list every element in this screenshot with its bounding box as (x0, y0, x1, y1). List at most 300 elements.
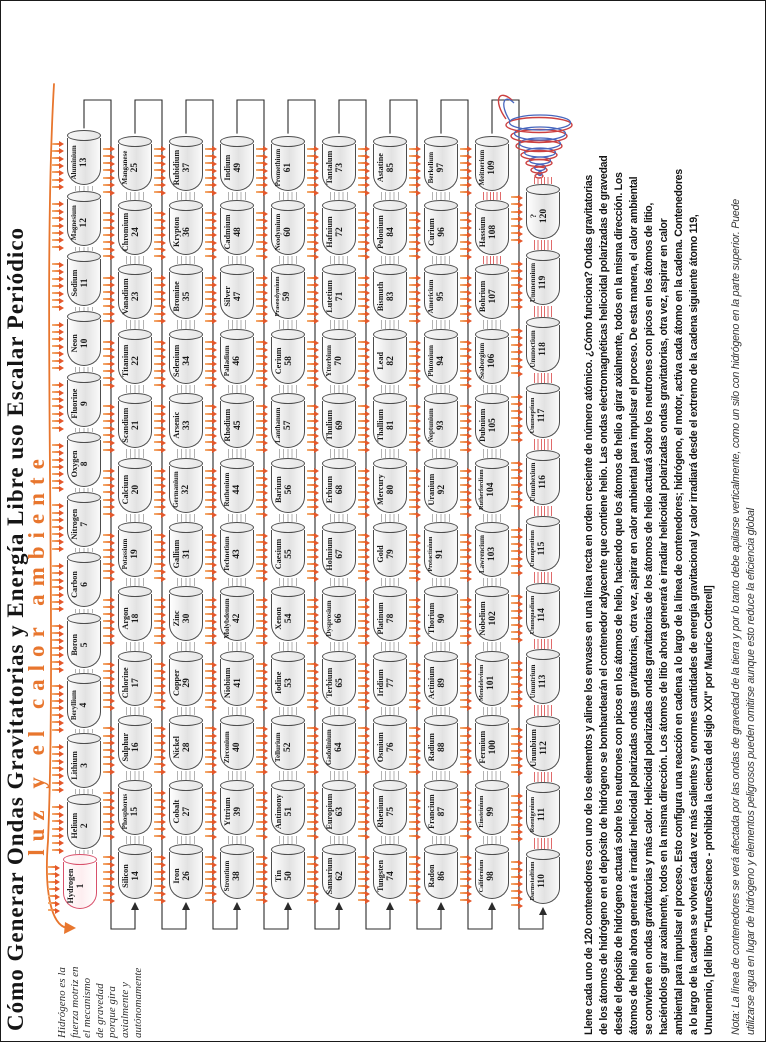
bombardment-arrows (103, 596, 117, 646)
down-arrow-icon (409, 635, 416, 637)
element-label (530, 395, 548, 437)
element-label (173, 533, 193, 575)
down-arrow-icon (460, 727, 467, 729)
down-arrow-icon (205, 563, 212, 565)
bombardment-arrows (205, 596, 219, 646)
down-arrow-icon (307, 219, 314, 221)
element-container-81 (373, 392, 407, 448)
bombardment-arrows (358, 403, 372, 453)
element-name: Caesium (274, 538, 283, 570)
down-arrow-icon (52, 143, 59, 145)
down-arrow-icon (154, 749, 161, 751)
cylinder-cap (373, 522, 407, 533)
down-arrow-icon (256, 191, 263, 193)
down-arrow-icon (460, 255, 467, 257)
down-arrow-icon (154, 627, 161, 629)
down-arrow-icon (256, 291, 263, 293)
element-number: 18 (131, 613, 142, 624)
element-number: 103 (487, 546, 497, 562)
down-arrow-icon (460, 441, 467, 443)
element-name: Silicon (121, 864, 130, 888)
element-label (71, 141, 90, 183)
bombardment-arrows (409, 339, 423, 389)
element-name: Osmium (376, 732, 385, 763)
element-container-60 (271, 199, 305, 255)
element-name: Carbon (70, 571, 79, 598)
down-arrow-icon (154, 506, 161, 508)
down-arrow-icon (358, 570, 365, 572)
link-hatch (126, 771, 144, 779)
element-label (428, 791, 448, 833)
element-name: Manganese (121, 150, 129, 185)
cylinder-cap (118, 780, 152, 791)
down-arrow-icon (205, 291, 212, 293)
link-hatch (330, 385, 348, 393)
down-arrow-icon (409, 255, 416, 257)
down-arrow-icon (511, 550, 518, 552)
element-number: 17 (131, 678, 142, 688)
element-number: 59 (282, 291, 293, 302)
down-arrow-icon (256, 434, 263, 436)
link-hatch (330, 707, 348, 715)
bombardment-arrows (409, 532, 423, 582)
link-hatch (381, 578, 399, 586)
element-label (122, 855, 142, 897)
element-label (224, 791, 244, 833)
cylinder-cap (475, 651, 509, 662)
down-arrow-icon (307, 549, 314, 551)
down-arrow-icon (307, 313, 314, 315)
element-label (530, 727, 550, 769)
down-arrow-icon (256, 756, 263, 758)
down-arrow-icon (154, 513, 161, 515)
down-arrow-icon (256, 227, 263, 229)
down-arrow-icon (409, 606, 416, 608)
down-arrow-icon (460, 863, 467, 865)
bombardment-arrows (256, 274, 270, 324)
down-arrow-icon (48, 895, 55, 897)
down-arrow-icon (358, 806, 365, 808)
element-container-89 (424, 650, 458, 706)
element-name: Ununennium (529, 262, 537, 303)
bombardment-arrows (409, 403, 423, 453)
down-arrow-icon (409, 670, 416, 672)
link-hatch (381, 514, 399, 522)
down-arrow-icon (103, 484, 110, 486)
cylinder-cap (118, 844, 152, 855)
element-label (326, 340, 345, 382)
cylinder-cap (271, 458, 305, 469)
element-container-18 (118, 585, 152, 641)
link-hatch (279, 514, 297, 522)
link-hatch (228, 192, 246, 200)
element-label (224, 404, 244, 446)
down-arrow-icon (358, 663, 365, 665)
element-name: Krypton (172, 216, 181, 248)
down-arrow-icon (307, 620, 314, 622)
element-name: Vanadium (121, 278, 130, 315)
element-container-38 (220, 843, 254, 899)
down-arrow-icon (358, 792, 365, 794)
handwritten-note (56, 913, 144, 1038)
down-arrow-icon (256, 155, 263, 157)
down-arrow-icon (511, 624, 518, 626)
down-arrow-icon (460, 413, 467, 415)
element-label (530, 328, 549, 370)
link-hatch (126, 514, 144, 522)
link-hatch (75, 850, 93, 854)
down-arrow-icon (205, 685, 212, 687)
down-arrow-icon (358, 227, 365, 229)
element-number: 99 (486, 806, 497, 817)
down-arrow-icon (205, 670, 212, 672)
down-arrow-icon (460, 348, 467, 350)
down-arrow-icon (307, 234, 314, 236)
down-arrow-icon (205, 856, 212, 858)
down-arrow-icon (256, 370, 263, 372)
down-arrow-icon (154, 370, 161, 372)
link-hatch (75, 428, 93, 432)
element-label (326, 662, 346, 704)
element-container-71 (322, 263, 356, 319)
down-arrow-icon (154, 427, 161, 429)
down-arrow-icon (154, 799, 161, 801)
element-number: 117 (537, 408, 548, 423)
link-hatch (534, 573, 552, 584)
down-arrow-icon (154, 871, 161, 873)
down-arrow-icon (460, 735, 467, 737)
cylinder-cap (373, 458, 407, 469)
bombardment-arrows (409, 854, 423, 904)
element-number: 113 (538, 674, 548, 689)
element-name: Francium (427, 794, 436, 829)
down-arrow-icon (511, 299, 518, 301)
element-number: 90 (437, 613, 448, 624)
down-arrow-icon (511, 602, 518, 604)
down-arrow-icon (256, 806, 263, 808)
down-arrow-icon (154, 821, 161, 823)
element-label (326, 147, 346, 189)
down-arrow-icon (358, 899, 365, 901)
element-number: 109 (487, 160, 497, 175)
down-arrow-icon (409, 756, 416, 758)
element-container-24 (118, 199, 152, 255)
down-arrow-icon (460, 756, 467, 758)
element-name: Ruthenium (223, 472, 231, 507)
element-container-100 (475, 714, 509, 770)
down-arrow-icon (409, 219, 416, 221)
element-label (173, 147, 193, 189)
cylinder-cap (67, 794, 101, 805)
link-hatch (75, 669, 93, 673)
link-hatch (228, 320, 246, 328)
down-arrow-icon (460, 620, 467, 622)
down-arrow-icon (52, 760, 59, 762)
down-arrow-icon (307, 441, 314, 443)
down-arrow-icon (154, 534, 161, 536)
element-number: 74 (386, 871, 397, 881)
down-arrow-icon (205, 885, 212, 887)
element-number: 78 (386, 613, 397, 624)
down-arrow-icon (358, 599, 365, 601)
cylinder-cap (271, 780, 305, 791)
down-arrow-icon (358, 370, 365, 372)
element-container-55 (271, 521, 305, 577)
down-arrow-icon (256, 234, 263, 236)
down-arrow-icon (307, 477, 314, 479)
bombardment-arrows (205, 789, 219, 839)
down-arrow-icon (256, 377, 263, 379)
link-hatch (330, 578, 348, 586)
down-arrow-icon (52, 186, 59, 188)
down-arrow-icon (52, 565, 59, 567)
down-arrow-icon (256, 727, 263, 729)
down-arrow-icon (154, 177, 161, 179)
element-label (479, 791, 497, 833)
paragraph-line-3: desde el depósito de hidrógeno actuará sobre los neutrones con picos en los átomos de helio, haciendo que los átomos de helio a girar axialmente, todos en la misma dirección. Los (613, 172, 625, 1035)
bombardment-arrows (511, 260, 525, 310)
element-number: 72 (335, 227, 346, 237)
bombardment-arrows (511, 460, 525, 510)
down-arrow-icon (154, 885, 161, 887)
down-arrow-icon (358, 828, 365, 830)
bombardment-arrows (256, 145, 270, 195)
bombardment-arrows (154, 403, 168, 453)
element-container-119 (526, 250, 560, 306)
down-arrow-icon (307, 692, 314, 694)
bombardment-arrows (103, 789, 117, 839)
bombardment-arrows (256, 725, 270, 775)
down-arrow-icon (307, 885, 314, 887)
element-name: Uranium (427, 473, 436, 506)
link-hatch (126, 385, 144, 393)
bombardment-arrows (409, 661, 423, 711)
down-arrow-icon (358, 427, 365, 429)
link-hatch (534, 240, 552, 251)
down-arrow-icon (358, 177, 365, 179)
link-hatch (75, 247, 93, 251)
down-arrow-icon (358, 434, 365, 436)
element-container-6 (67, 552, 101, 608)
element-label (428, 211, 448, 253)
cylinder-cap (526, 450, 560, 461)
down-arrow-icon (358, 470, 365, 472)
down-arrow-icon (205, 355, 212, 357)
down-arrow-icon (358, 885, 365, 887)
down-arrow-icon (256, 284, 263, 286)
down-arrow-icon (205, 549, 212, 551)
down-arrow-icon (154, 348, 161, 350)
element-name: Chromium (121, 212, 130, 252)
cylinder-cap (373, 136, 407, 147)
down-arrow-icon (205, 212, 212, 214)
down-arrow-icon (409, 477, 416, 479)
element-label (173, 726, 193, 768)
element-label (326, 533, 346, 575)
down-arrow-icon (307, 606, 314, 608)
down-arrow-icon (511, 439, 518, 441)
down-arrow-icon (307, 835, 314, 837)
link-hatch (126, 449, 144, 457)
element-container-73 (322, 135, 356, 191)
element-container-4 (67, 672, 101, 728)
down-arrow-icon (205, 499, 212, 501)
cylinder-cap (169, 780, 203, 791)
element-number: 1 (76, 883, 87, 889)
down-arrow-icon (511, 491, 518, 493)
down-arrow-icon (409, 749, 416, 751)
element-label (428, 147, 447, 189)
element-name: Helium (70, 812, 79, 839)
bombardment-arrows (154, 596, 168, 646)
down-arrow-icon (48, 866, 55, 868)
down-arrow-icon (256, 570, 263, 572)
down-arrow-icon (154, 155, 161, 157)
down-arrow-icon (409, 620, 416, 622)
cylinder-cap (424, 200, 458, 211)
down-arrow-icon (409, 892, 416, 894)
down-arrow-icon (409, 549, 416, 551)
down-arrow-icon (154, 148, 161, 150)
down-arrow-icon (256, 821, 263, 823)
down-arrow-icon (358, 835, 365, 837)
down-arrow-icon (409, 305, 416, 307)
down-arrow-icon (52, 729, 59, 731)
down-arrow-icon (409, 191, 416, 193)
down-arrow-icon (358, 449, 365, 451)
element-name: Radon (427, 864, 436, 888)
down-arrow-icon (511, 595, 518, 597)
element-label (530, 262, 549, 304)
down-arrow-icon (103, 348, 110, 350)
element-label (275, 469, 295, 511)
down-arrow-icon (307, 892, 314, 894)
down-arrow-icon (307, 677, 314, 679)
down-arrow-icon (460, 499, 467, 501)
down-arrow-icon (52, 225, 59, 227)
link-hatch (75, 186, 93, 190)
down-arrow-icon (409, 291, 416, 293)
element-number: 37 (182, 162, 193, 173)
element-number: 21 (131, 420, 142, 430)
down-arrow-icon (307, 599, 314, 601)
down-arrow-icon (358, 799, 365, 801)
element-number: 56 (284, 484, 295, 495)
paragraph-line-2: de los átomos de hidrógeno en el depósito de hidrógeno se bombardearán el contenedor adyacente que contiene helio. Las ondas electromagnéticas helicoidal polarizadas de gravedad (598, 155, 610, 1035)
element-name: Tungsten (376, 860, 385, 893)
element-number: 31 (182, 549, 193, 559)
bombardment-arrows (460, 274, 474, 324)
down-arrow-icon (409, 570, 416, 572)
bombardment-arrows (154, 854, 168, 904)
down-arrow-icon (460, 491, 467, 493)
element-label (428, 726, 448, 768)
element-number: 95 (436, 291, 446, 302)
down-arrow-icon (460, 563, 467, 565)
bombardment-arrows (409, 596, 423, 646)
down-arrow-icon (52, 278, 59, 280)
bombardment-arrows (154, 789, 168, 839)
cylinder-cap (118, 200, 152, 211)
element-number: 11 (80, 278, 91, 288)
down-arrow-icon (205, 305, 212, 307)
element-number: 82 (386, 356, 397, 366)
element-container-26 (169, 843, 203, 899)
element-label (71, 202, 90, 244)
down-arrow-icon (256, 627, 263, 629)
element-number: 76 (386, 742, 397, 752)
down-arrow-icon (154, 577, 161, 579)
down-arrow-icon (256, 162, 263, 164)
down-arrow-icon (358, 771, 365, 773)
down-arrow-icon (103, 355, 110, 357)
element-number: 89 (437, 678, 448, 688)
down-arrow-icon (103, 277, 110, 279)
down-arrow-icon (256, 413, 263, 415)
element-container-79 (373, 521, 407, 577)
down-arrow-icon (307, 513, 314, 515)
down-arrow-icon (103, 563, 110, 565)
down-arrow-icon (154, 727, 161, 729)
down-arrow-icon (409, 449, 416, 451)
element-number: 10 (80, 338, 91, 349)
element-name: Bromine (172, 281, 181, 312)
element-label (122, 469, 142, 511)
element-container-50 (271, 843, 305, 899)
paragraph-line-1: Llene cada uno de 120 contenedores con uno de los elementos y alinee los envases en una línea recta en orden creciente de número atómico. ¿Cómo funciona? Ondas gravitatorias (583, 174, 595, 1035)
cylinder-cap (169, 329, 203, 340)
element-number: 105 (488, 418, 499, 433)
down-arrow-icon (256, 771, 263, 773)
down-arrow-icon (409, 470, 416, 472)
element-name: Zinc (172, 610, 181, 627)
element-number: 3 (80, 763, 91, 768)
bombardment-arrows (154, 532, 168, 582)
element-label (173, 855, 193, 897)
element-label (326, 469, 346, 511)
down-arrow-icon (409, 370, 416, 372)
down-arrow-icon (460, 184, 467, 186)
down-arrow-icon (307, 470, 314, 472)
down-arrow-icon (511, 795, 518, 797)
down-arrow-icon (511, 617, 518, 619)
down-arrow-icon (511, 824, 518, 826)
bombardment-arrows (205, 145, 219, 195)
paragraph-line-8: a lo largo de la cadena se volverá cada vez más calientes y enormes cantidades de energía gravitacional y calor irradiará desde el extremo de la cadena siguiente átomo 119, (688, 214, 700, 1035)
element-name: Einsteinium (478, 795, 485, 828)
down-arrow-icon (52, 263, 59, 265)
link-hatch (381, 707, 399, 715)
down-arrow-icon (205, 377, 212, 379)
down-arrow-icon (205, 313, 212, 315)
down-arrow-icon (511, 662, 518, 664)
element-number: 81 (386, 420, 397, 430)
down-arrow-icon (307, 813, 314, 815)
down-arrow-icon (52, 767, 59, 769)
element-number: 80 (386, 484, 397, 495)
down-arrow-icon (205, 835, 212, 837)
element-label (326, 597, 345, 639)
down-arrow-icon (103, 556, 110, 558)
down-arrow-icon (511, 277, 518, 279)
down-arrow-icon (205, 513, 212, 515)
element-label (224, 726, 243, 768)
element-name: Erbium (325, 475, 334, 504)
element-number: 64 (334, 742, 344, 752)
link-hatch (75, 367, 93, 371)
bombardment-arrows (52, 200, 66, 250)
element-label (224, 275, 244, 317)
